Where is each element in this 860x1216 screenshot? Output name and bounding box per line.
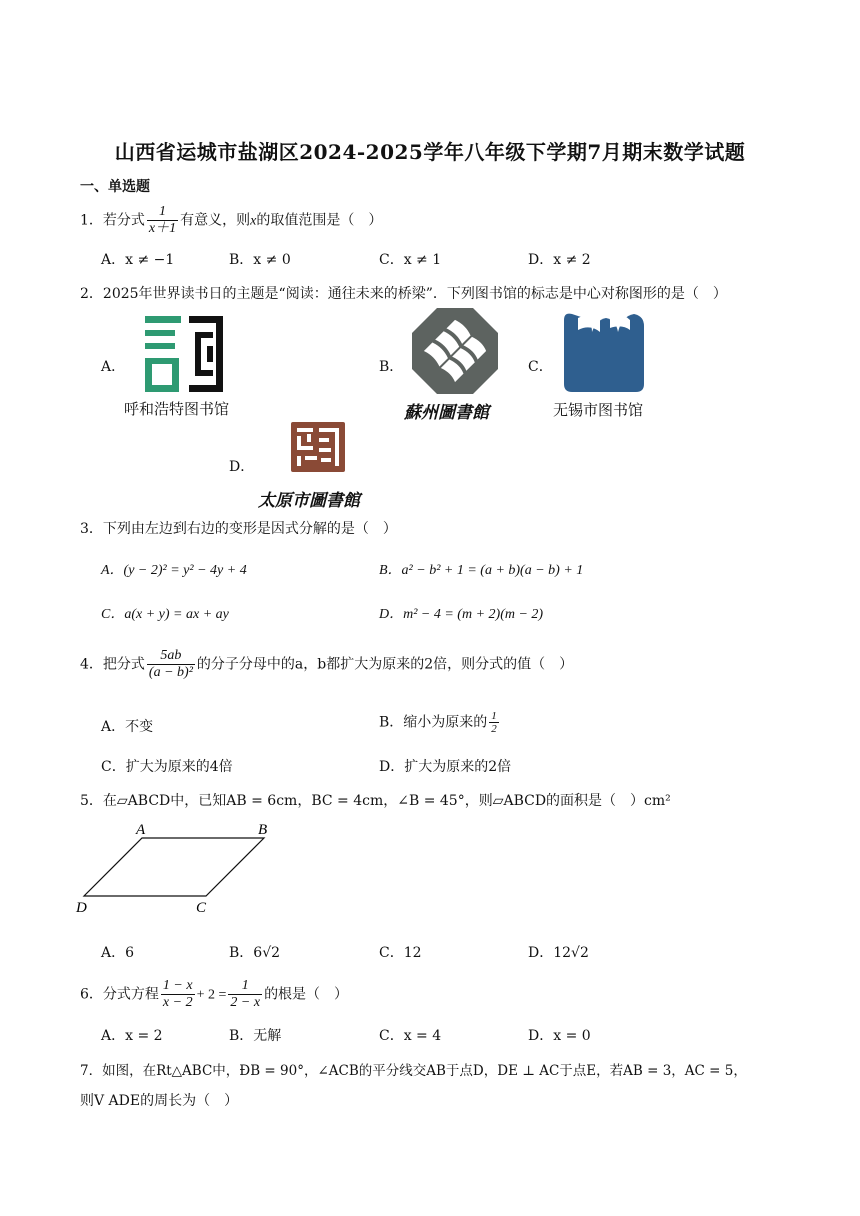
q4-frac-den: (a − b)²: [148, 665, 193, 680]
question-6: [80, 978, 348, 1011]
question-4: [80, 648, 573, 681]
q1-option-d: D．x ≠ 2: [528, 252, 591, 268]
vertex-a-label: A: [136, 822, 146, 838]
q1-frac-num: 1: [147, 204, 178, 221]
q6-f1-den: x − 2: [162, 995, 193, 1010]
question-2: 2．2025年世界读书日的主题是“阅读：通往未来的桥梁”．下列图书馆的标志是中心对称图形的是（ ）: [80, 286, 727, 302]
taiyuan-library-logo: [291, 422, 345, 472]
q2-option-a-label: A．: [101, 359, 126, 375]
vertex-b-label: B: [258, 822, 268, 838]
q4-option-b: [379, 710, 501, 735]
parallelogram-figure: [74, 820, 284, 916]
q2-caption-b: 蘇州圖書館: [404, 403, 489, 423]
q6-f2-den: 2 − x: [230, 995, 261, 1010]
q1-frac-den: x＋1: [148, 221, 177, 236]
q1-text-post2: 的取值范围是（ ）: [256, 212, 383, 229]
q1-text-pre: 1．若分式: [80, 212, 145, 229]
q6-f1-num: 1 − x: [162, 978, 193, 993]
q4-option-b-text: B．缩小为原来的: [379, 714, 488, 731]
q3-option-b: B．a² − b² + 1 = (a + b)(a − b) + 1: [379, 563, 584, 578]
q4-option-d: D．扩大为原来的2倍: [379, 759, 512, 775]
q4-fraction: [147, 648, 195, 681]
q6-text-post: 的根是（ ）: [264, 986, 349, 1003]
q6-option-a: A．x = 2: [101, 1028, 163, 1044]
section-heading: 一、单选题: [80, 179, 150, 195]
q2-caption-a: 呼和浩特图书馆: [124, 400, 230, 418]
q2-option-b-label: B．: [379, 359, 404, 375]
q2-option-d-label: D．: [229, 459, 255, 475]
suzhou-library-logo: [412, 308, 498, 394]
q4-option-c: C．扩大为原来的4倍: [101, 759, 233, 775]
q2-caption-c: 无锡市图书馆: [553, 401, 644, 419]
q4-frac-num: 5ab: [147, 648, 195, 665]
q4-half-num: 1: [491, 710, 497, 722]
q6-mid: + 2 =: [196, 987, 227, 1003]
q2-option-c-label: C．: [528, 359, 553, 375]
q6-option-d: D．x = 0: [528, 1028, 591, 1044]
q1-option-b: B．x ≠ 0: [229, 252, 291, 268]
q1-text-post: 有意义，则: [180, 212, 251, 229]
question-1: [80, 204, 382, 237]
hohhot-library-logo: [145, 316, 223, 392]
q6-option-c: C．x = 4: [379, 1028, 442, 1044]
wuxi-library-logo: [560, 312, 648, 392]
q6-option-b: B．无解: [229, 1028, 282, 1044]
q4-text-pre: 4．把分式: [80, 656, 145, 673]
exam-title: 山西省运城市盐湖区2024-2025学年八年级下学期7月期末数学试题: [114, 140, 746, 164]
q5-option-b: B．6√2: [229, 945, 281, 961]
q5-option-d: D．12√2: [528, 945, 589, 961]
vertex-d-label: D: [76, 900, 87, 916]
q4-option-a: A．不变: [101, 719, 154, 735]
q4-text-post: 的分子分母中的a，b都扩大为原来的2倍，则分式的值（ ）: [196, 656, 574, 673]
question-3: 3．下列由左边到右边的变形是因式分解的是（ ）: [80, 521, 397, 537]
question-5: 5．在▱ABCD中，已知AB = 6cm，BC = 4cm，∠B = 45°，则▱ABCD的面积是（ ）cm²: [80, 793, 671, 809]
q6-f2-num: 1: [228, 978, 262, 995]
q6-fraction-2: [228, 978, 262, 1011]
question-7-line-1: 7．如图，在Rt△ABC中，ÐB = 90°，∠ACB的平分线交AB于点D，DE ⊥ AC于点E，若AB = 3，AC = 5，: [80, 1063, 747, 1079]
question-7-line-2: 则V ADE的周长为（ ）: [80, 1093, 239, 1109]
q4-half-den: 2: [491, 723, 497, 735]
q5-option-c: C．12: [379, 945, 422, 961]
q1-fraction: [147, 204, 178, 237]
q1-option-a: A．x ≠ −1: [101, 252, 175, 268]
q6-text-pre: 6．分式方程: [80, 986, 159, 1003]
q6-fraction-1: [161, 978, 195, 1011]
q3-option-a: A．(y − 2)² = y² − 4y + 4: [101, 563, 247, 578]
q3-option-c: C．a(x + y) = ax + ay: [101, 607, 229, 622]
q3-option-d: D．m² − 4 = (m + 2)(m − 2): [379, 607, 544, 622]
vertex-c-label: C: [196, 900, 207, 916]
q5-option-a: A．6: [101, 945, 135, 961]
q2-caption-d: 太原市圖書館: [258, 491, 360, 511]
q1-option-c: C．x ≠ 1: [379, 252, 442, 268]
q1-var: x: [250, 213, 257, 229]
q4-half-fraction: [489, 710, 499, 735]
